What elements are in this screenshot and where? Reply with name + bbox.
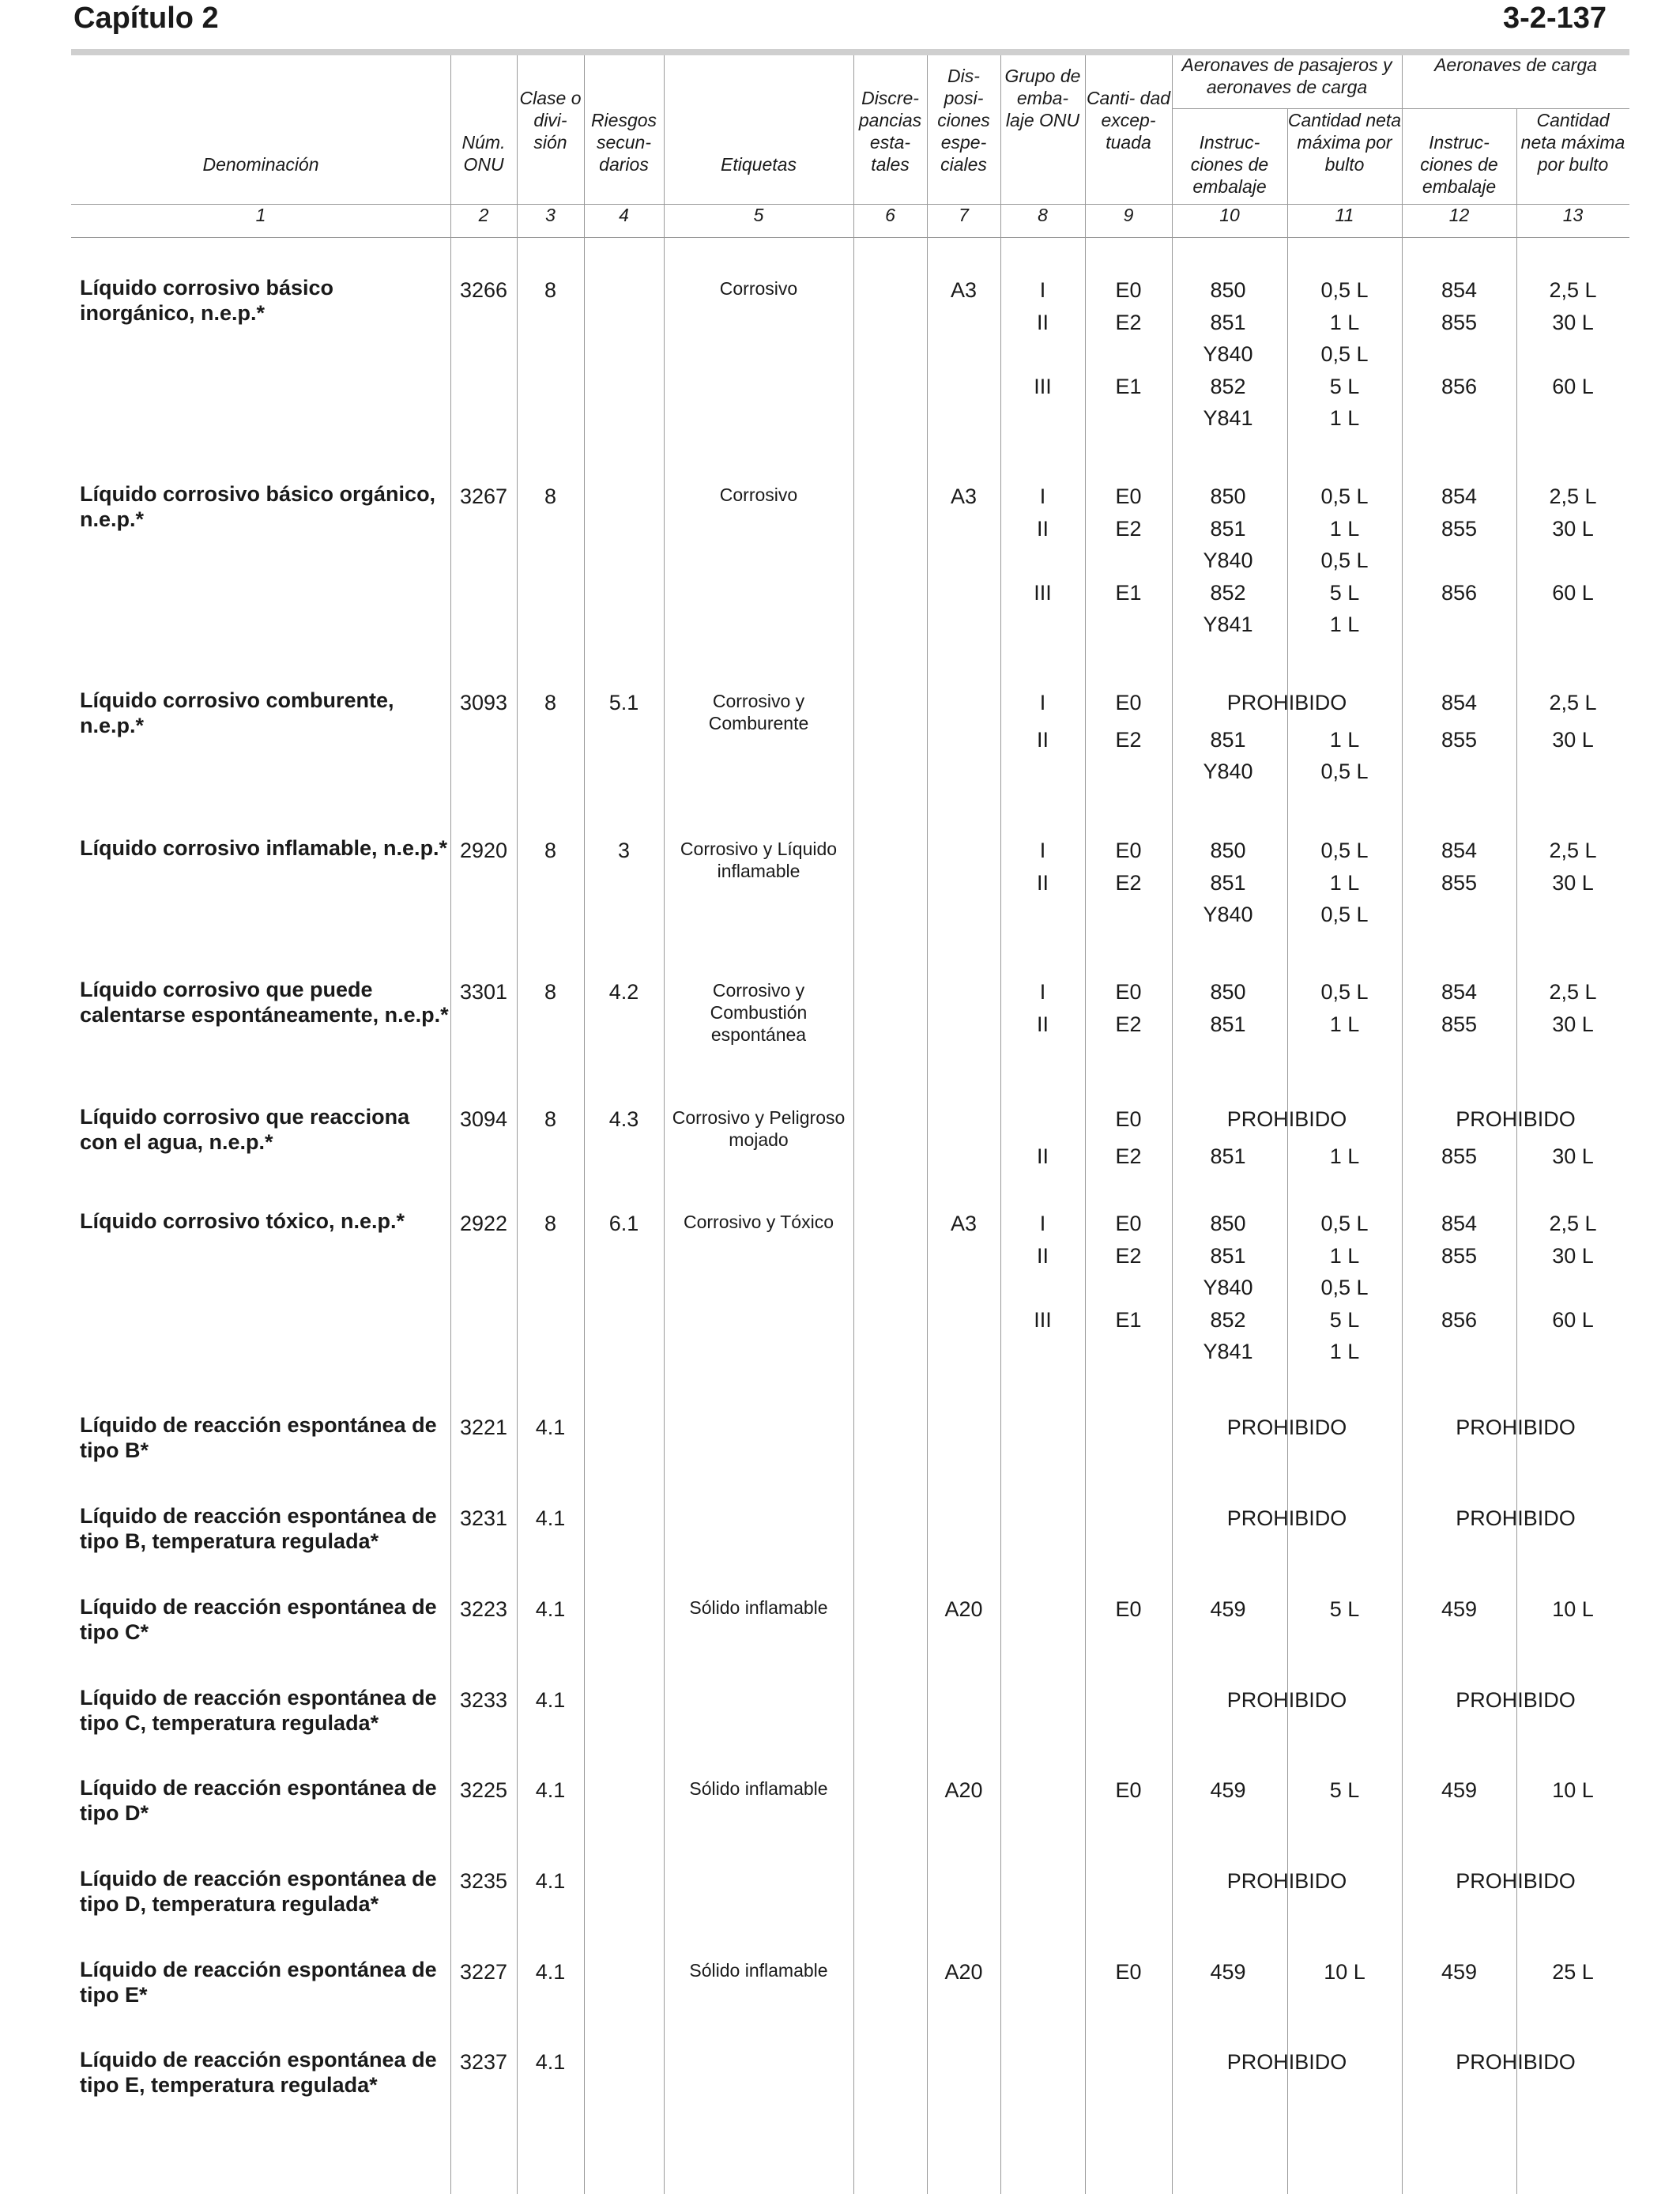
pax-packing-instruction: 851	[1210, 1144, 1246, 1168]
pax-max-net-quantity: 0,5 L	[1320, 342, 1369, 366]
cargo-max-net-quantity: 25 L	[1552, 1960, 1594, 1984]
excepted-quantity: E1	[1115, 375, 1142, 398]
substance-name: Líquido corrosivo básico inorgánico, n.e.p.*	[80, 276, 334, 325]
pax-packing-instruction: 851	[1210, 1244, 1246, 1268]
pax-packing-instruction: 852	[1210, 581, 1246, 605]
packing-group: II	[1036, 871, 1049, 895]
excepted-quantity: E0	[1115, 484, 1142, 508]
un-number: 2922	[459, 1212, 508, 1235]
cargo-packing-instruction: 856	[1441, 1308, 1478, 1332]
excepted-quantity: E0	[1115, 278, 1142, 302]
cargo-packing-instruction: 855	[1441, 311, 1478, 334]
pax-max-net-quantity: 0,5 L	[1320, 548, 1369, 572]
column-number: 5	[753, 205, 764, 225]
packing-group: I	[1039, 980, 1046, 1004]
excepted-quantity: E2	[1115, 1012, 1142, 1036]
pax-packing-instruction: Y841	[1203, 406, 1253, 430]
class-division: 8	[544, 839, 557, 862]
chapter-title: Capítulo 2	[73, 2, 219, 35]
cargo-prohibited: PROHIBIDO	[1456, 1688, 1576, 1712]
cargo-packing-instruction: 854	[1441, 278, 1478, 302]
pax-max-net-quantity: 5 L	[1329, 1308, 1360, 1332]
pax-prohibited: PROHIBIDO	[1226, 1416, 1347, 1439]
substance-name: Líquido corrosivo que puede calentarse espontáneamente, n.e.p.*	[80, 978, 449, 1027]
column-number: 1	[255, 205, 266, 225]
pax-packing-instruction: 852	[1210, 1308, 1246, 1332]
pax-prohibited: PROHIBIDO	[1226, 691, 1347, 714]
cargo-max-net-quantity: 30 L	[1552, 1244, 1594, 1268]
cargo-max-net-quantity: 2,5 L	[1549, 980, 1597, 1004]
class-division: 8	[544, 980, 557, 1004]
cargo-max-net-quantity: 2,5 L	[1549, 278, 1597, 302]
cargo-max-net-quantity: 2,5 L	[1549, 691, 1597, 714]
excepted-quantity: E0	[1115, 1597, 1142, 1621]
un-number: 3094	[459, 1107, 508, 1131]
cargo-packing-instruction: 854	[1441, 839, 1478, 862]
cargo-prohibited: PROHIBIDO	[1456, 2050, 1576, 2074]
un-number: 3233	[459, 1688, 508, 1712]
class-division: 4.1	[535, 1506, 566, 1530]
excepted-quantity: E2	[1115, 1244, 1142, 1268]
header-instr-cargo: Instruc- ciones de embalaje	[1420, 132, 1498, 197]
pax-packing-instruction: 850	[1210, 1212, 1246, 1235]
pax-packing-instruction: Y840	[1203, 903, 1253, 926]
cargo-max-net-quantity: 2,5 L	[1549, 839, 1597, 862]
hazard-label: Corrosivo y Comburente	[708, 691, 809, 733]
pax-prohibited: PROHIBIDO	[1226, 2050, 1347, 2074]
cargo-max-net-quantity: 30 L	[1552, 871, 1594, 895]
excepted-quantity: E0	[1115, 1212, 1142, 1235]
cargo-packing-instruction: 856	[1441, 581, 1478, 605]
cargo-packing-instruction: 855	[1441, 1144, 1478, 1168]
pax-packing-instruction: Y840	[1203, 342, 1253, 366]
hazard-label: Corrosivo	[719, 484, 798, 505]
pax-packing-instruction: Y840	[1203, 548, 1253, 572]
class-division: 4.1	[535, 2050, 566, 2074]
header-pax-aircraft: Aeronaves de pasajeros y aeronaves de carga	[1181, 55, 1392, 97]
cargo-packing-instruction: 856	[1441, 375, 1478, 398]
header-grupo: Grupo de emba- laje ONU	[1004, 66, 1081, 130]
class-division: 4.1	[535, 1416, 566, 1439]
cargo-packing-instruction: 854	[1441, 980, 1478, 1004]
pax-max-net-quantity: 10 L	[1324, 1960, 1365, 1984]
column-divider	[853, 55, 854, 2194]
hazard-label: Sólido inflamable	[689, 1960, 828, 1981]
cargo-packing-instruction: 855	[1441, 1244, 1478, 1268]
pax-max-net-quantity: 1 L	[1329, 1244, 1360, 1268]
pax-max-net-quantity: 0,5 L	[1320, 839, 1369, 862]
hazard-label: Corrosivo y Combustión espontánea	[710, 980, 808, 1045]
pax-max-net-quantity: 1 L	[1329, 613, 1360, 636]
un-number: 3266	[459, 278, 508, 302]
excepted-quantity: E2	[1115, 311, 1142, 334]
header-denominacion: Denominación	[202, 154, 319, 175]
column-number: 13	[1562, 205, 1584, 225]
pax-packing-instruction: 851	[1210, 728, 1246, 752]
cargo-max-net-quantity: 60 L	[1552, 581, 1594, 605]
column-number: 11	[1335, 205, 1354, 225]
packing-group: II	[1036, 517, 1049, 541]
excepted-quantity: E0	[1115, 1778, 1142, 1802]
column-number: 10	[1219, 205, 1240, 225]
pax-max-net-quantity: 1 L	[1329, 406, 1360, 430]
pax-packing-instruction: 851	[1210, 1012, 1246, 1036]
pax-max-net-quantity: 1 L	[1329, 1340, 1360, 1363]
excepted-quantity: E0	[1115, 839, 1142, 862]
pax-max-net-quantity: 0,5 L	[1320, 484, 1369, 508]
hazard-label: Corrosivo y Líquido inflamable	[680, 839, 838, 881]
packing-group: III	[1034, 581, 1052, 605]
header-cargo-aircraft: Aeronaves de carga	[1434, 55, 1597, 75]
pax-packing-instruction: 851	[1210, 311, 1246, 334]
packing-group: I	[1039, 1212, 1046, 1235]
cargo-max-net-quantity: 30 L	[1552, 1012, 1594, 1036]
header-instr-pax: Instruc- ciones de embalaje	[1190, 132, 1269, 197]
un-number: 3237	[459, 2050, 508, 2074]
header-cant-cargo: Cantidad neta máxima por bulto	[1520, 110, 1625, 175]
pax-packing-instruction: 850	[1210, 484, 1246, 508]
cargo-packing-instruction: 855	[1441, 871, 1478, 895]
cargo-max-net-quantity: 2,5 L	[1549, 1212, 1597, 1235]
packing-group: II	[1036, 311, 1049, 334]
cargo-max-net-quantity: 30 L	[1552, 728, 1594, 752]
excepted-quantity: E0	[1115, 1960, 1142, 1984]
column-divider	[927, 55, 928, 2194]
pax-max-net-quantity: 1 L	[1329, 728, 1360, 752]
substance-name: Líquido de reacción espontánea de tipo D*	[80, 1776, 437, 1825]
pax-max-net-quantity: 5 L	[1329, 1778, 1360, 1802]
substance-name: Líquido corrosivo tóxico, n.e.p.*	[80, 1209, 405, 1233]
pax-packing-instruction: Y840	[1203, 1276, 1253, 1299]
header-cant-pax: Cantidad neta máxima por bulto	[1287, 110, 1402, 175]
cargo-max-net-quantity: 30 L	[1552, 1144, 1594, 1168]
excepted-quantity: E2	[1115, 517, 1142, 541]
cargo-max-net-quantity: 60 L	[1552, 375, 1594, 398]
header-disposiciones: Dis- posi- ciones espe- ciales	[937, 66, 990, 175]
class-division: 8	[544, 1107, 557, 1131]
un-number: 3235	[459, 1869, 508, 1893]
substance-name: Líquido de reacción espontánea de tipo E*	[80, 1958, 437, 2007]
column-number: 2	[478, 205, 489, 225]
class-division: 4.1	[535, 1869, 566, 1893]
un-number: 3301	[459, 980, 508, 1004]
packing-group: I	[1039, 839, 1046, 862]
pax-max-net-quantity: 1 L	[1329, 871, 1360, 895]
packing-group: II	[1036, 728, 1049, 752]
packing-group: I	[1039, 484, 1046, 508]
special-provision: A20	[944, 1778, 983, 1802]
excepted-quantity: E2	[1115, 1144, 1142, 1168]
pax-max-net-quantity: 0,5 L	[1320, 980, 1369, 1004]
packing-group: II	[1036, 1244, 1049, 1268]
substance-name: Líquido de reacción espontánea de tipo C*	[80, 1595, 437, 1644]
class-division: 4.1	[535, 1688, 566, 1712]
pax-prohibited: PROHIBIDO	[1226, 1506, 1347, 1530]
column-number: 7	[959, 205, 969, 225]
column-number: 6	[885, 205, 895, 225]
cargo-prohibited: PROHIBIDO	[1456, 1869, 1576, 1893]
cargo-packing-instruction: 854	[1441, 1212, 1478, 1235]
column-number: 12	[1448, 205, 1470, 225]
cargo-max-net-quantity: 30 L	[1552, 311, 1594, 334]
cargo-prohibited: PROHIBIDO	[1456, 1416, 1576, 1439]
excepted-quantity: E0	[1115, 691, 1142, 714]
pax-packing-instruction: Y840	[1203, 760, 1253, 783]
pax-max-net-quantity: 1 L	[1329, 1144, 1360, 1168]
pax-packing-instruction: 850	[1210, 980, 1246, 1004]
pax-max-net-quantity: 5 L	[1329, 1597, 1360, 1621]
un-number: 3223	[459, 1597, 508, 1621]
class-division: 8	[544, 1212, 557, 1235]
packing-group: II	[1036, 1012, 1049, 1036]
excepted-quantity: E0	[1115, 1107, 1142, 1131]
substance-name: Líquido de reacción espontánea de tipo B, temperatura regulada*	[80, 1504, 437, 1553]
cargo-max-net-quantity: 10 L	[1552, 1778, 1594, 1802]
column-number: 4	[619, 205, 629, 225]
packing-group: III	[1034, 375, 1052, 398]
un-number: 3231	[459, 1506, 508, 1530]
cargo-packing-instruction: 459	[1441, 1778, 1478, 1802]
cargo-packing-instruction: 855	[1441, 1012, 1478, 1036]
substance-name: Líquido corrosivo que reacciona con el agua, n.e.p.*	[80, 1105, 410, 1154]
substance-name: Líquido de reacción espontánea de tipo C, temperatura regulada*	[80, 1686, 437, 1735]
packing-group: I	[1039, 278, 1046, 302]
class-division: 4.1	[535, 1960, 566, 1984]
class-division: 8	[544, 691, 557, 714]
subsidiary-risk: 6.1	[608, 1212, 639, 1235]
class-division: 8	[544, 278, 557, 302]
packing-group: III	[1034, 1308, 1052, 1332]
substance-name: Líquido corrosivo básico orgánico, n.e.p.*	[80, 482, 436, 531]
cargo-max-net-quantity: 30 L	[1552, 517, 1594, 541]
excepted-quantity: E0	[1115, 980, 1142, 1004]
substance-name: Líquido corrosivo inflamable, n.e.p.*	[80, 836, 448, 860]
pax-max-net-quantity: 0,5 L	[1320, 278, 1369, 302]
pax-max-net-quantity: 1 L	[1329, 311, 1360, 334]
pax-packing-instruction: 850	[1210, 839, 1246, 862]
header-riesgos: Riesgos secun- darios	[590, 110, 657, 175]
header-discrepancias: Discre- pancias esta- tales	[858, 88, 922, 175]
subsidiary-risk: 4.3	[608, 1107, 639, 1131]
special-provision: A3	[950, 278, 977, 302]
pax-prohibited: PROHIBIDO	[1226, 1869, 1347, 1893]
pax-packing-instruction: 851	[1210, 517, 1246, 541]
pax-max-net-quantity: 1 L	[1329, 517, 1360, 541]
substance-name: Líquido corrosivo comburente, n.e.p.*	[80, 688, 394, 737]
cargo-max-net-quantity: 2,5 L	[1549, 484, 1597, 508]
subsidiary-risk: 4.2	[608, 980, 639, 1004]
subsidiary-risk: 3	[617, 839, 631, 862]
cargo-packing-instruction: 459	[1441, 1597, 1478, 1621]
pax-packing-instruction: 851	[1210, 871, 1246, 895]
header-num-onu: Núm. ONU	[461, 132, 506, 175]
excepted-quantity: E1	[1115, 1308, 1142, 1332]
cargo-packing-instruction: 855	[1441, 517, 1478, 541]
hazard-label: Corrosivo	[719, 278, 798, 299]
hazard-label: Corrosivo y Tóxico	[683, 1212, 834, 1232]
un-number: 3227	[459, 1960, 508, 1984]
special-provision: A3	[950, 1212, 977, 1235]
special-provision: A3	[950, 484, 977, 508]
substance-name: Líquido de reacción espontánea de tipo E, temperatura regulada*	[80, 2048, 437, 2097]
cargo-packing-instruction: 459	[1441, 1960, 1478, 1984]
un-number: 3267	[459, 484, 508, 508]
header-etiquetas: Etiquetas	[721, 154, 797, 175]
subsidiary-risk: 5.1	[608, 691, 639, 714]
special-provision: A20	[944, 1960, 983, 1984]
class-division: 4.1	[535, 1597, 566, 1621]
column-divider	[664, 55, 665, 2194]
pax-prohibited: PROHIBIDO	[1226, 1107, 1347, 1131]
cargo-prohibited: PROHIBIDO	[1456, 1506, 1576, 1530]
pax-packing-instruction: 459	[1210, 1597, 1246, 1621]
pax-max-net-quantity: 0,5 L	[1320, 903, 1369, 926]
un-number: 2920	[459, 839, 508, 862]
column-number: 8	[1038, 205, 1048, 225]
cargo-max-net-quantity: 10 L	[1552, 1597, 1594, 1621]
hazard-label: Sólido inflamable	[689, 1597, 828, 1618]
pax-packing-instruction: 459	[1210, 1778, 1246, 1802]
pax-packing-instruction: Y841	[1203, 613, 1253, 636]
cargo-packing-instruction: 854	[1441, 691, 1478, 714]
cargo-packing-instruction: 854	[1441, 484, 1478, 508]
excepted-quantity: E1	[1115, 581, 1142, 605]
cargo-packing-instruction: 855	[1441, 728, 1478, 752]
special-provision: A20	[944, 1597, 983, 1621]
cargo-prohibited: PROHIBIDO	[1456, 1107, 1576, 1131]
substance-name: Líquido de reacción espontánea de tipo D, temperatura regulada*	[80, 1867, 437, 1916]
hazard-label: Corrosivo y Peligroso mojado	[672, 1107, 846, 1150]
header-clase: Clase o divi- sión	[519, 88, 582, 153]
header-cantidad-exceptuada: Canti- dad excep- tuada	[1086, 88, 1171, 153]
pax-packing-instruction: 852	[1210, 375, 1246, 398]
un-number: 3225	[459, 1778, 508, 1802]
pax-max-net-quantity: 0,5 L	[1320, 760, 1369, 783]
pax-max-net-quantity: 0,5 L	[1320, 1212, 1369, 1235]
pax-prohibited: PROHIBIDO	[1226, 1688, 1347, 1712]
un-number: 3093	[459, 691, 508, 714]
cargo-max-net-quantity: 60 L	[1552, 1308, 1594, 1332]
column-number: 9	[1123, 205, 1134, 225]
packing-group: I	[1039, 691, 1046, 714]
number-row-rule	[71, 237, 1629, 238]
column-number: 3	[545, 205, 556, 225]
packing-group: II	[1036, 1144, 1049, 1168]
pax-max-net-quantity: 1 L	[1329, 1012, 1360, 1036]
pax-packing-instruction: Y841	[1203, 1340, 1253, 1363]
class-division: 4.1	[535, 1778, 566, 1802]
un-number: 3221	[459, 1416, 508, 1439]
pax-max-net-quantity: 5 L	[1329, 375, 1360, 398]
excepted-quantity: E2	[1115, 728, 1142, 752]
pax-max-net-quantity: 5 L	[1329, 581, 1360, 605]
class-division: 8	[544, 484, 557, 508]
pax-packing-instruction: 850	[1210, 278, 1246, 302]
pax-packing-instruction: 459	[1210, 1960, 1246, 1984]
pax-max-net-quantity: 0,5 L	[1320, 1276, 1369, 1299]
page-number: 3-2-137	[1503, 2, 1607, 35]
substance-name: Líquido de reacción espontánea de tipo B*	[80, 1413, 437, 1462]
hazard-label: Sólido inflamable	[689, 1778, 828, 1799]
excepted-quantity: E2	[1115, 871, 1142, 895]
